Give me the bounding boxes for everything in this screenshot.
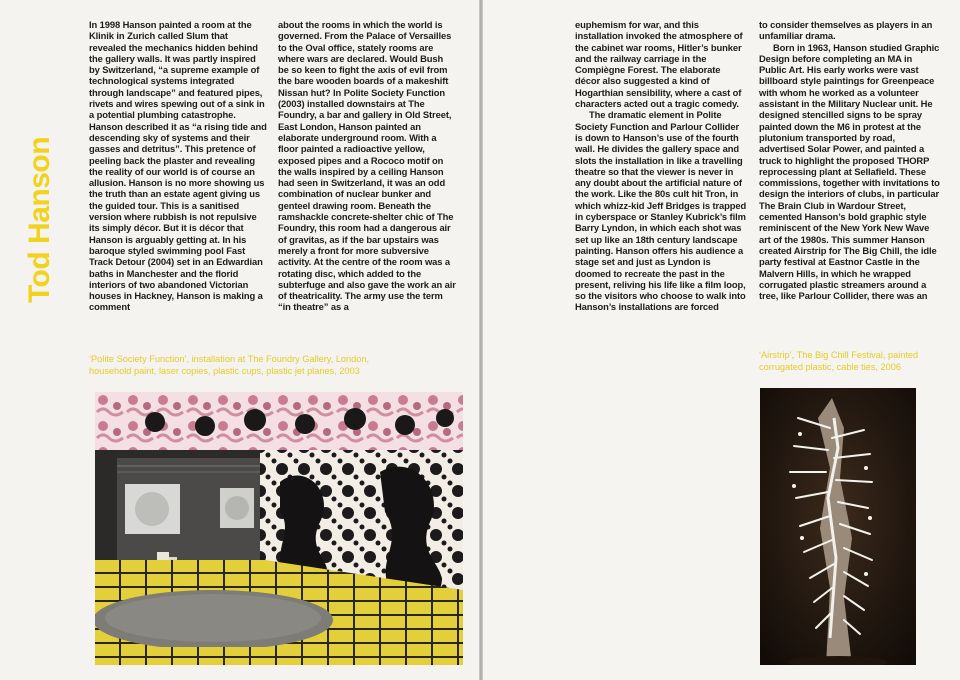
installation-photo-graphic <box>95 392 463 665</box>
paragraph: In 1998 Hanson painted a room at the Klinik in Zurich called Slum that revealed the mechanics hidden behind the gallery walls. It was partly inspired by Switzerland, “a supreme example of technological systems integrated through landscape” and featured pipes, rivets and wires spewing out of a sink in a potential plumbing catastrophe. Hanson described it as “a rising tide and descending sky of systems and their gasses and detritus”. This pretence of peeling back the plaster and revealing the reality of our world is of course an allusion. Hanson is no more showing us the truth than an estate agent giving us the guided tour. This is a sanitised version where rubbish is not repulsive its simply décor. But it is décor that Hanson is arguably getting at. In his baroque styled swimming pool Fast Track Detour (2004) set in an Edwardian baths in Manchester and the florid interiors of two abandoned Victorian houses in Hackney, Hanson is making a comment <box>89 19 267 313</box>
paragraph: about the rooms in which the world is governed. From the Palace of Versailles to the Oval office, stately rooms are where wars are declared. Would Bush be so keen to fight the axis of evil from the bare wooden boards of a makeshift Nissan hut? In Polite Society Function (2003) installed downstairs at The Foundry, a bar and gallery in Old Street, East London, Hanson painted an elaborate underground room. With a floor painted a radioactive yellow, exposed pipes and a Rococo motif on the walls inspired by a ceiling Hanson had seen in Switzerland, it was an odd combination of nuclear bunker and genteel drawing room. Beneath the ramshackle concrete-shelter chic of The Foundry, this room had a dangerous air of gravitas, as if the bar upstairs was merely a front for more subversive activity. At the centre of the room was a rotating disc, which added to the subterfuge and also gave the work an air of theatricality. The army use the term “in theatre” as a <box>278 19 456 313</box>
text-column-4 <box>759 19 941 301</box>
paragraph: euphemism for war, and this installation invoked the atmosphere of the cabinet war rooms, Hitler’s bunker and the railway carriage in the Compiègne Forest. The elaborate décor also suggested a kind of Hogarthian sensibility, where a cast of characters acted out a tragic comedy. <box>575 19 743 110</box>
left-page <box>0 0 479 680</box>
paragraph: to consider themselves as players in an unfamiliar drama. <box>759 19 933 42</box>
photo-caption-foundry: ‘Polite Society Function’, installation at The Foundry Gallery, London, household paint, laser copies, plastic cups, plastic jet planes, 2003 <box>89 354 370 376</box>
paragraph: Born in 1963, Hanson studied Graphic Design before completing an MA in Public Art. His early works were vast billboard style paintings for Greenpeace with whom he worked as a volunteer assistant in the Military Nuclear unit. He designed stencilled signs to be spray painted down the M6 in protest at the plutonium transported by road, advertised Solar Power, and painted a truck to highlight the proposed THORP reprocessing plant at Sellafield. These commissions, together with invitations to design the interiors of clubs, in particular The Brain Club in Wardour Street, cemented Hanson’s bold graphic style reminiscent of the New York New Wave art of the 1980s. This summer Hanson created Airstrip for The Big Chill, the idle party festival at Eastnor Castle in the Malvern Hills, in which he wrapped corrugated plastic streamers around a tree, like Parlour Collider, there was an <box>759 41 940 302</box>
text-column-1 <box>89 19 267 313</box>
right-page <box>483 0 960 680</box>
airstrip-photo-graphic <box>760 388 916 665</box>
paragraph: The dramatic element in Polite Society Function and Parlour Collider is down to Hanson’s use of the fourth wall. He divides the gallery space and slots the installation in like a travelling theatre so that the viewer is never in any doubt about the artificial nature of the work. Like the 80s cult hit Tron, in which whizz-kid Jeff Bridges is trapped in cyberspace or Stanley Kubrick’s film Barry Lyndon, in which each shot was set up like an 18th century landscape painting. Hanson offers his audience a stage set and just as Lyndon is doomed to recreate the past in the present, reliving his life like a film loop, so the visitors who choose to walk into Hanson’s installations are forced <box>575 109 747 313</box>
article-title-text: Tod Hanson <box>23 136 56 304</box>
photo-polite-society-function <box>95 392 463 665</box>
text-column-2 <box>278 19 456 313</box>
text-column-3 <box>575 19 747 313</box>
article-title <box>20 136 60 304</box>
photo-caption-airstrip: ‘Airstrip’, The Big Chill Festival, painted corrugated plastic, cable ties, 2006 <box>759 350 919 372</box>
photo-airstrip <box>760 388 916 665</box>
